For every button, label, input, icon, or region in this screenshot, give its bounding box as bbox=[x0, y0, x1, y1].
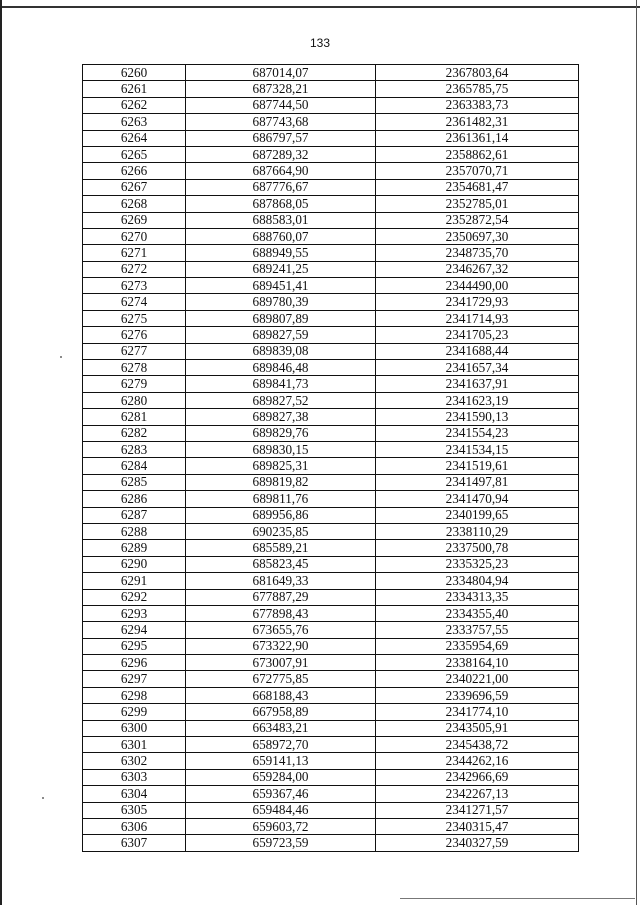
y-coordinate-cell: 2361361,14 bbox=[376, 130, 579, 146]
table-row bbox=[83, 671, 579, 687]
x-coordinate-cell: 687868,05 bbox=[186, 196, 376, 212]
table-row bbox=[83, 802, 579, 818]
x-coordinate-cell: 689825,31 bbox=[186, 458, 376, 474]
y-coordinate-cell: 2344262,16 bbox=[376, 753, 579, 769]
y-coordinate-cell: 2341714,93 bbox=[376, 310, 579, 326]
x-coordinate-cell: 690235,85 bbox=[186, 523, 376, 539]
scan-top-border bbox=[0, 6, 640, 8]
y-coordinate-cell: 2338110,29 bbox=[376, 523, 579, 539]
x-coordinate-cell: 689807,89 bbox=[186, 310, 376, 326]
table-row bbox=[83, 556, 579, 572]
table-row bbox=[83, 835, 579, 851]
x-coordinate-cell: 668188,43 bbox=[186, 687, 376, 703]
y-coordinate-cell: 2341774,10 bbox=[376, 704, 579, 720]
y-coordinate-cell: 2342267,13 bbox=[376, 786, 579, 802]
y-coordinate-cell: 2339696,59 bbox=[376, 687, 579, 703]
point-number-cell: 6296 bbox=[83, 655, 186, 671]
x-coordinate-cell: 667958,89 bbox=[186, 704, 376, 720]
x-coordinate-cell: 687328,21 bbox=[186, 81, 376, 97]
table-row bbox=[83, 589, 579, 605]
table-row bbox=[83, 441, 579, 457]
x-coordinate-cell: 673007,91 bbox=[186, 655, 376, 671]
x-coordinate-cell: 685823,45 bbox=[186, 556, 376, 572]
y-coordinate-cell: 2350697,30 bbox=[376, 228, 579, 244]
table-row bbox=[83, 146, 579, 162]
x-coordinate-cell: 689819,82 bbox=[186, 474, 376, 490]
scan-bottom-line bbox=[400, 898, 635, 899]
point-number-cell: 6264 bbox=[83, 130, 186, 146]
y-coordinate-cell: 2334355,40 bbox=[376, 605, 579, 621]
point-number-cell: 6278 bbox=[83, 360, 186, 376]
y-coordinate-cell: 2340221,00 bbox=[376, 671, 579, 687]
x-coordinate-cell: 689241,25 bbox=[186, 261, 376, 277]
y-coordinate-cell: 2335954,69 bbox=[376, 638, 579, 654]
x-coordinate-cell: 685589,21 bbox=[186, 540, 376, 556]
y-coordinate-cell: 2344490,00 bbox=[376, 278, 579, 294]
point-number-cell: 6298 bbox=[83, 687, 186, 703]
x-coordinate-cell: 689780,39 bbox=[186, 294, 376, 310]
point-number-cell: 6292 bbox=[83, 589, 186, 605]
y-coordinate-cell: 2341554,23 bbox=[376, 425, 579, 441]
point-number-cell: 6307 bbox=[83, 835, 186, 851]
y-coordinate-cell: 2338164,10 bbox=[376, 655, 579, 671]
y-coordinate-cell: 2352872,54 bbox=[376, 212, 579, 228]
table-row bbox=[83, 638, 579, 654]
point-number-cell: 6265 bbox=[83, 146, 186, 162]
y-coordinate-cell: 2340315,47 bbox=[376, 818, 579, 834]
point-number-cell: 6287 bbox=[83, 507, 186, 523]
y-coordinate-cell: 2341657,34 bbox=[376, 360, 579, 376]
scan-left-border bbox=[0, 0, 2, 905]
table-row bbox=[83, 425, 579, 441]
table-row bbox=[83, 737, 579, 753]
y-coordinate-cell: 2361482,31 bbox=[376, 114, 579, 130]
point-number-cell: 6293 bbox=[83, 605, 186, 621]
x-coordinate-cell: 673322,90 bbox=[186, 638, 376, 654]
y-coordinate-cell: 2341534,15 bbox=[376, 441, 579, 457]
point-number-cell: 6289 bbox=[83, 540, 186, 556]
point-number-cell: 6303 bbox=[83, 769, 186, 785]
y-coordinate-cell: 2354681,47 bbox=[376, 179, 579, 195]
point-number-cell: 6277 bbox=[83, 343, 186, 359]
point-number-cell: 6305 bbox=[83, 802, 186, 818]
table-row bbox=[83, 818, 579, 834]
x-coordinate-cell: 689811,76 bbox=[186, 491, 376, 507]
y-coordinate-cell: 2348735,70 bbox=[376, 245, 579, 261]
table-row bbox=[83, 212, 579, 228]
scan-speck bbox=[42, 797, 44, 799]
x-coordinate-cell: 689827,38 bbox=[186, 409, 376, 425]
table-row bbox=[83, 65, 579, 81]
y-coordinate-cell: 2345438,72 bbox=[376, 737, 579, 753]
y-coordinate-cell: 2341705,23 bbox=[376, 327, 579, 343]
point-number-cell: 6261 bbox=[83, 81, 186, 97]
y-coordinate-cell: 2341470,94 bbox=[376, 491, 579, 507]
y-coordinate-cell: 2365785,75 bbox=[376, 81, 579, 97]
table-row bbox=[83, 573, 579, 589]
coordinates-table bbox=[82, 64, 579, 852]
table-row bbox=[83, 605, 579, 621]
table-row bbox=[83, 720, 579, 736]
point-number-cell: 6295 bbox=[83, 638, 186, 654]
table-row bbox=[83, 540, 579, 556]
y-coordinate-cell: 2334313,35 bbox=[376, 589, 579, 605]
point-number-cell: 6300 bbox=[83, 720, 186, 736]
point-number-cell: 6302 bbox=[83, 753, 186, 769]
x-coordinate-cell: 658972,70 bbox=[186, 737, 376, 753]
y-coordinate-cell: 2358862,61 bbox=[376, 146, 579, 162]
y-coordinate-cell: 2340327,59 bbox=[376, 835, 579, 851]
point-number-cell: 6280 bbox=[83, 392, 186, 408]
y-coordinate-cell: 2341519,61 bbox=[376, 458, 579, 474]
point-number-cell: 6284 bbox=[83, 458, 186, 474]
table-row bbox=[83, 163, 579, 179]
y-coordinate-cell: 2363383,73 bbox=[376, 97, 579, 113]
point-number-cell: 6291 bbox=[83, 573, 186, 589]
point-number-cell: 6285 bbox=[83, 474, 186, 490]
x-coordinate-cell: 659603,72 bbox=[186, 818, 376, 834]
table-row bbox=[83, 310, 579, 326]
table-row bbox=[83, 491, 579, 507]
x-coordinate-cell: 689839,08 bbox=[186, 343, 376, 359]
x-coordinate-cell: 687014,07 bbox=[186, 65, 376, 81]
table-row bbox=[83, 343, 579, 359]
table-row bbox=[83, 261, 579, 277]
table-row bbox=[83, 523, 579, 539]
point-number-cell: 6282 bbox=[83, 425, 186, 441]
table-row bbox=[83, 360, 579, 376]
table-row bbox=[83, 228, 579, 244]
table-row bbox=[83, 753, 579, 769]
x-coordinate-cell: 689841,73 bbox=[186, 376, 376, 392]
y-coordinate-cell: 2341637,91 bbox=[376, 376, 579, 392]
y-coordinate-cell: 2346267,32 bbox=[376, 261, 579, 277]
x-coordinate-cell: 659484,46 bbox=[186, 802, 376, 818]
point-number-cell: 6297 bbox=[83, 671, 186, 687]
table-row bbox=[83, 392, 579, 408]
y-coordinate-cell: 2341623,19 bbox=[376, 392, 579, 408]
scan-speck bbox=[60, 356, 62, 358]
point-number-cell: 6260 bbox=[83, 65, 186, 81]
x-coordinate-cell: 688583,01 bbox=[186, 212, 376, 228]
table-row bbox=[83, 278, 579, 294]
x-coordinate-cell: 687776,67 bbox=[186, 179, 376, 195]
table-row bbox=[83, 687, 579, 703]
y-coordinate-cell: 2352785,01 bbox=[376, 196, 579, 212]
y-coordinate-cell: 2341590,13 bbox=[376, 409, 579, 425]
x-coordinate-cell: 689846,48 bbox=[186, 360, 376, 376]
table-row bbox=[83, 376, 579, 392]
x-coordinate-cell: 663483,21 bbox=[186, 720, 376, 736]
x-coordinate-cell: 687743,68 bbox=[186, 114, 376, 130]
y-coordinate-cell: 2340199,65 bbox=[376, 507, 579, 523]
table-row bbox=[83, 196, 579, 212]
y-coordinate-cell: 2341497,81 bbox=[376, 474, 579, 490]
y-coordinate-cell: 2343505,91 bbox=[376, 720, 579, 736]
page-number: 133 bbox=[309, 36, 331, 50]
table-row bbox=[83, 245, 579, 261]
point-number-cell: 6273 bbox=[83, 278, 186, 294]
point-number-cell: 6267 bbox=[83, 179, 186, 195]
table-row bbox=[83, 507, 579, 523]
x-coordinate-cell: 681649,33 bbox=[186, 573, 376, 589]
y-coordinate-cell: 2337500,78 bbox=[376, 540, 579, 556]
y-coordinate-cell: 2341688,44 bbox=[376, 343, 579, 359]
y-coordinate-cell: 2342966,69 bbox=[376, 769, 579, 785]
point-number-cell: 6283 bbox=[83, 441, 186, 457]
y-coordinate-cell: 2334804,94 bbox=[376, 573, 579, 589]
table-row bbox=[83, 179, 579, 195]
point-number-cell: 6301 bbox=[83, 737, 186, 753]
coordinates-table-body bbox=[83, 65, 579, 852]
point-number-cell: 6275 bbox=[83, 310, 186, 326]
table-row bbox=[83, 294, 579, 310]
x-coordinate-cell: 689827,59 bbox=[186, 327, 376, 343]
x-coordinate-cell: 659723,59 bbox=[186, 835, 376, 851]
y-coordinate-cell: 2333757,55 bbox=[376, 622, 579, 638]
point-number-cell: 6274 bbox=[83, 294, 186, 310]
x-coordinate-cell: 687664,90 bbox=[186, 163, 376, 179]
x-coordinate-cell: 677898,43 bbox=[186, 605, 376, 621]
point-number-cell: 6269 bbox=[83, 212, 186, 228]
y-coordinate-cell: 2341271,57 bbox=[376, 802, 579, 818]
table-row bbox=[83, 97, 579, 113]
x-coordinate-cell: 672775,85 bbox=[186, 671, 376, 687]
x-coordinate-cell: 659284,00 bbox=[186, 769, 376, 785]
table-row bbox=[83, 474, 579, 490]
x-coordinate-cell: 689956,86 bbox=[186, 507, 376, 523]
point-number-cell: 6266 bbox=[83, 163, 186, 179]
x-coordinate-cell: 673655,76 bbox=[186, 622, 376, 638]
x-coordinate-cell: 659367,46 bbox=[186, 786, 376, 802]
scan-right-border bbox=[636, 0, 637, 905]
point-number-cell: 6281 bbox=[83, 409, 186, 425]
table-row bbox=[83, 655, 579, 671]
table-row bbox=[83, 130, 579, 146]
y-coordinate-cell: 2357070,71 bbox=[376, 163, 579, 179]
point-number-cell: 6290 bbox=[83, 556, 186, 572]
table-row bbox=[83, 409, 579, 425]
table-row bbox=[83, 458, 579, 474]
point-number-cell: 6286 bbox=[83, 491, 186, 507]
y-coordinate-cell: 2367803,64 bbox=[376, 65, 579, 81]
point-number-cell: 6276 bbox=[83, 327, 186, 343]
point-number-cell: 6272 bbox=[83, 261, 186, 277]
x-coordinate-cell: 688949,55 bbox=[186, 245, 376, 261]
table-row bbox=[83, 114, 579, 130]
point-number-cell: 6288 bbox=[83, 523, 186, 539]
table-row bbox=[83, 786, 579, 802]
table-row bbox=[83, 327, 579, 343]
point-number-cell: 6263 bbox=[83, 114, 186, 130]
table-row bbox=[83, 704, 579, 720]
point-number-cell: 6279 bbox=[83, 376, 186, 392]
x-coordinate-cell: 689451,41 bbox=[186, 278, 376, 294]
x-coordinate-cell: 689827,52 bbox=[186, 392, 376, 408]
x-coordinate-cell: 686797,57 bbox=[186, 130, 376, 146]
x-coordinate-cell: 687744,50 bbox=[186, 97, 376, 113]
x-coordinate-cell: 689829,76 bbox=[186, 425, 376, 441]
point-number-cell: 6306 bbox=[83, 818, 186, 834]
table-row bbox=[83, 622, 579, 638]
point-number-cell: 6270 bbox=[83, 228, 186, 244]
x-coordinate-cell: 687289,32 bbox=[186, 146, 376, 162]
point-number-cell: 6294 bbox=[83, 622, 186, 638]
x-coordinate-cell: 677887,29 bbox=[186, 589, 376, 605]
x-coordinate-cell: 689830,15 bbox=[186, 441, 376, 457]
x-coordinate-cell: 688760,07 bbox=[186, 228, 376, 244]
point-number-cell: 6262 bbox=[83, 97, 186, 113]
point-number-cell: 6304 bbox=[83, 786, 186, 802]
x-coordinate-cell: 659141,13 bbox=[186, 753, 376, 769]
point-number-cell: 6268 bbox=[83, 196, 186, 212]
point-number-cell: 6271 bbox=[83, 245, 186, 261]
table-row bbox=[83, 81, 579, 97]
y-coordinate-cell: 2335325,23 bbox=[376, 556, 579, 572]
y-coordinate-cell: 2341729,93 bbox=[376, 294, 579, 310]
point-number-cell: 6299 bbox=[83, 704, 186, 720]
table-row bbox=[83, 769, 579, 785]
